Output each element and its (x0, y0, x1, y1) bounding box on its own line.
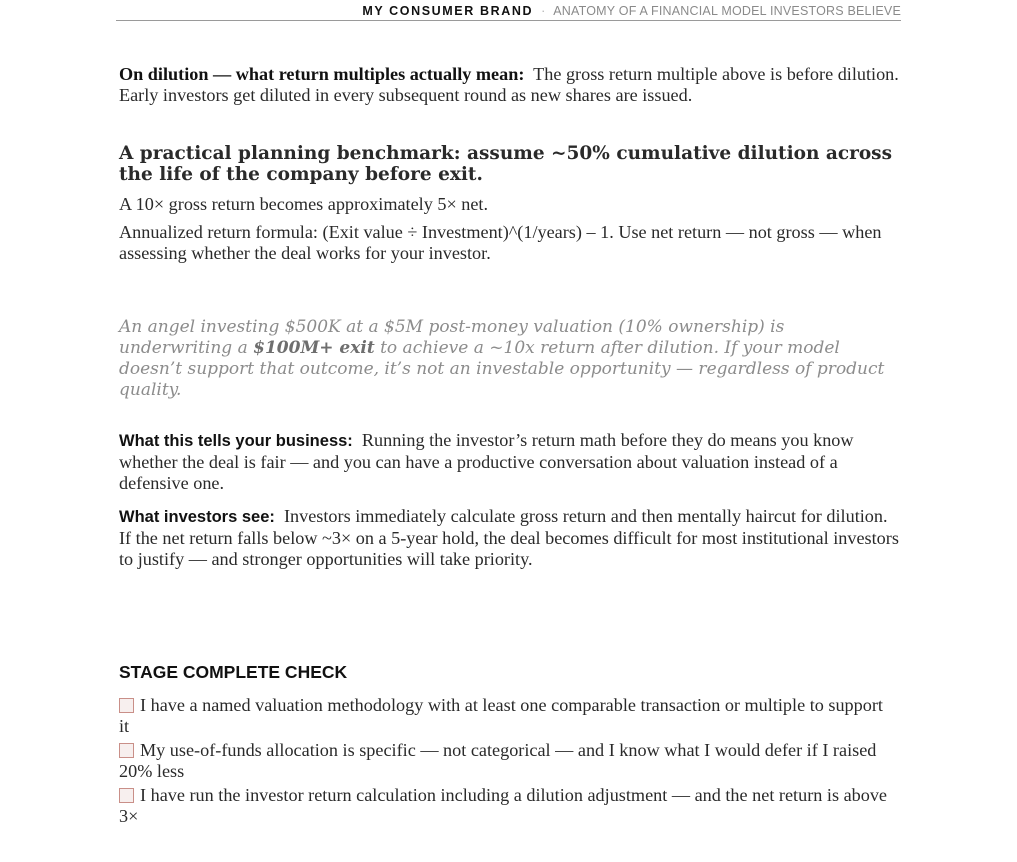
example-part1: An angel investing $500K at a $5M post-money valuation (10% ownership) is underwriting a (119, 317, 785, 358)
example-emphasis: $100M+ exit (253, 338, 375, 358)
header-separator: · (541, 4, 546, 18)
brand-name: MY CONSUMER BRAND (362, 4, 534, 18)
stage-check-title: STAGE COMPLETE CHECK (119, 662, 348, 682)
benchmark-callout: A practical planning benchmark: assume ~50% cumulative dilution across the life of the company before exit. (119, 143, 893, 185)
checklist-item (119, 695, 889, 737)
checklist-item (119, 785, 889, 827)
business-paragraph (119, 430, 901, 494)
checklist-item-text: I have a named valuation methodology with at least one comparable transaction or multiple to support it (119, 695, 883, 736)
annualized-formula: Annualized return formula: (Exit value ÷ Investment)^(1/years) – 1. Use net return — not gross — when assessing whether the deal works for your investor. (119, 222, 882, 263)
checklist-item (119, 740, 889, 782)
investors-body: Investors immediately calculate gross return and then mentally haircut for dilution. If the net return falls below ~3× on a 5-year hold, the deal becomes difficult for most institutional investors to justify — and stronger opportunities will take priority. (119, 506, 899, 569)
business-lead: What this tells your business: (119, 432, 353, 450)
investors-paragraph (119, 506, 901, 570)
dilution-lead: On dilution — what return multiples actually mean: (119, 64, 525, 84)
dilution-paragraph (119, 64, 901, 106)
investors-lead: What investors see: (119, 508, 275, 526)
checkbox[interactable] (119, 743, 134, 758)
checklist-item-text: I have run the investor return calculation including a dilution adjustment — and the net return is above 3× (119, 785, 887, 826)
benchmark-net-return: A 10× gross return becomes approximately 5× net. (119, 194, 489, 214)
document-title: ANATOMY OF A FINANCIAL MODEL INVESTORS BELIEVE (553, 4, 901, 18)
checkbox[interactable] (119, 788, 134, 803)
business-body: Running the investor’s return math before they do means you know whether the deal is fair — and you can have a productive conversation about valuation instead of a defensive one. (119, 430, 854, 493)
example-part2: to achieve a ~10x return after dilution. If your model doesn’t support that outcome, it’s not an investable opportunity — regardless of product quality. (119, 338, 885, 400)
checkbox[interactable] (119, 698, 134, 713)
page-header (116, 0, 901, 21)
dilution-body: The gross return multiple above is before dilution. Early investors get diluted in every subsequent round as new shares are issued. (119, 64, 899, 105)
checklist-item-text: My use-of-funds allocation is specific — not categorical — and I know what I would defer if I raised 20% less (119, 740, 877, 781)
angel-example-quote (119, 317, 889, 401)
